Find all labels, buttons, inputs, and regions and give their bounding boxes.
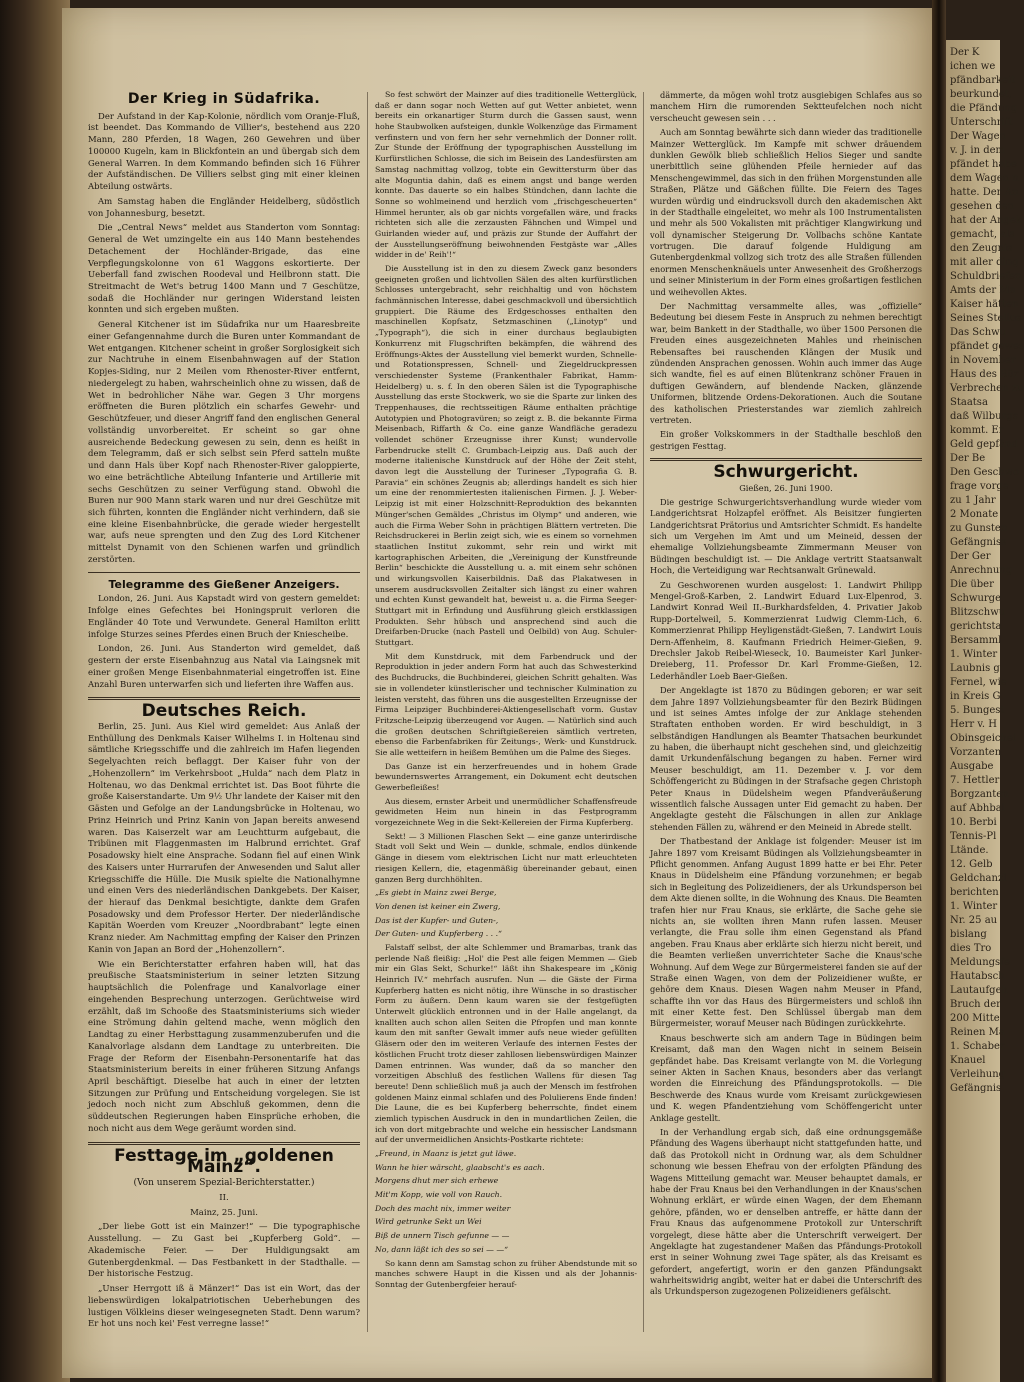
article-war — [88, 112, 360, 567]
divider — [650, 458, 922, 461]
paragraph: So fest schwört der Mainzer auf dies traditionelle Wetterglück, daß er dann sogar noch Wetten auf gut Wetter anbietet, wenn bereits ein orkanartiger Sturm durch die Gassen saust, wenn hohe Staubwolken aufsteigen, dunkle Wolkenzüge das Firmament verfinstern und von fern her sehr vernehmlich der Donner rollt. Zur Stunde der Eröffnung der typographischen Ausstellung im Kurfürstlichen Schlosse, die sich im Beisein des Landesfürsten am Samstag nachmittag vollzog, tobte ein Gewittersturm über das alte Moguntia dahin, daß es einem angst und bange werden konnte. Das dauerte so ein halbes Stündchen, dann lachte die Sonne so wohlmeinend und herzlich vom „frischgescheuerten“ Himmel herunter, als ob gar nichts vorgefallen wäre, und fracks richteten sich alle die zerzausten Fähnchen und Wimpel und Guirlanden wieder auf, und präzis zur Stunde der Auffahrt der der Ausstellungseröffnung beiwohnenden Festgäste war „Alles widder in de' Reih'!“ — [375, 90, 637, 260]
adjacent-page-line: Amts der Ma — [950, 285, 1016, 296]
column-rule — [367, 92, 368, 1332]
adjacent-page-line: in November — [950, 355, 1016, 366]
adjacent-page-line: hatte. Der An — [950, 187, 1019, 198]
paragraph: Die „Central News“ meldet aus Standerton vom Sonntag: General de Wet umzingelte ein aus 140 Mann bestehendes Detachement der Hochländer-Brigade, das eine Verpflegungskolonne von 61 Waggons eskortierte. Der Ueberfall fand zwischen Roodeval und Heilbronn statt. Die Streitmacht de Wet's betrug 1400 Mann und 7 Geschütze, sodaß die Hochländer nur geringen Widerstand leisten konnten und sich ergeben mußten. — [88, 223, 360, 316]
adjacent-page-line: Gefängniss — [950, 537, 1007, 548]
adjacent-page-line: Kaiser hätten — [950, 299, 1019, 310]
adjacent-page-line: pfändbarkeit — [950, 75, 1016, 86]
adjacent-page-line: Das Schwu — [950, 327, 1007, 338]
adjacent-page-line: kommt. Er — [950, 425, 1004, 436]
adjacent-page-line: Ausgabe — [950, 761, 994, 772]
divider — [88, 697, 360, 700]
paragraph: London, 26. Juni. Aus Standerton wird gemeldet, daß gestern der erste Eisenbahnzug aus Natal via Laingsnek mit einer großen Menge Eisenbahnmaterial eingetroffen ist. Eine Anzahl Buren unterwarfen sich und lieferten ihre Waffen aus. — [88, 644, 360, 690]
poem-line: Von denen ist keiner ein Zwerg, — [375, 901, 501, 911]
adjacent-page-line: Haus des Bür — [950, 369, 1019, 380]
adjacent-page-line: Borgzanten — [950, 789, 1009, 800]
adjacent-page-line: Anrechnung — [950, 565, 1013, 576]
adjacent-page-line: bislang — [950, 929, 987, 940]
adjacent-page-line: 10. Berbi — [950, 817, 997, 828]
adjacent-page-line: Lautaufgeh — [950, 985, 1008, 996]
adjacent-page-line: Geld gepfänd — [950, 439, 1018, 450]
adjacent-page-line: Vorzanten — [950, 747, 1002, 758]
adjacent-page-line: Reinen Ma — [950, 1027, 1005, 1038]
adjacent-page-line: Bruch der — [950, 999, 1001, 1010]
adjacent-page-line: zu 1 Jahr — [950, 495, 996, 506]
paragraph: Wie ein Berichterstatter erfahren haben will, hat das preußische Staatsministerium in seiner letzten Sitzung hauptsächlich die Polenfrage und Kanalvorlage einer eingehenden Besprechung unterzogen. Gerüchtweise wird erzählt, daß im Schooße des Staatsministeriums sich wieder eine Strömung dahin geltend mache, wenn möglich den Landtag zu einer Herbsttagung zusammenzuberufen und die Kanalvorlage alsdann dem Landtage zu unterbreiten. Die Frage der Reform der Eisenbahn-Personentarife hat das Staatsministerium bereits in einer früheren Sitzung Anfangs April beschäftigt. Dieselbe hat auch in einer der letzten Sitzungen zur Prüfung und Entscheidung vorgelegen. Sie ist jedoch noch nicht zum Abschluß gekommen, denn die süddeutschen Regierungen haben Einsprüche erhoben, die noch nicht aus dem Wege geräumt worden sind. — [88, 959, 360, 1134]
adjacent-page-line: Tennis-Pl — [950, 831, 997, 842]
adjacent-page-line: Die über — [950, 579, 994, 590]
paragraph: Zu Geschworenen wurden ausgelost: 1. Landwirt Philipp Mengel-Groß-Karben, 2. Landwirt Eduard Lux-Elpenrod, 3. Landwirt Konrad Weil II.-Burkhardsfelden, 4. Privatier Jakob Rupp-Dortelweil, 5. Kommerzienrat Ludwig Clemm-Lich, 6. Kommerzienrat Philipp Heyligenstädt-Gießen, 7. Landwirt Louis Dern-Affenheim, 8. Kaufmann Friedrich Heimer-Gießen, 9. Drechsler Jakob Reibel-Wieseck, 10. Baumeister Karl Junker-Dreieberg, 11. Professor Dr. Karl Fromme-Gießen, 12. Lederhändler Loeb Baer-Gießen. — [650, 579, 922, 681]
adjacent-page-line: Der Ger — [950, 551, 991, 562]
adjacent-page-line: pfändet habe — [950, 159, 1017, 170]
adjacent-page-line: in Kreis G — [950, 691, 1001, 702]
adjacent-page-line: Unterschrift — [950, 117, 1013, 128]
paragraph: Ein großer Volkskommers in der Stadthalle beschloß den gestrigen Festtag. — [650, 429, 922, 451]
poem-line: Der Guten- und Kupferberg . . .“ — [375, 929, 503, 939]
adjacent-page-line: 2 Monate — [950, 509, 999, 520]
court-dateline: Gießen, 26. Juni 1900. — [739, 482, 833, 493]
adjacent-page-line: 1. Winter — [950, 649, 998, 660]
poem-line: „Freund, in Maanz is jetzt gut läwe. — [375, 1149, 517, 1158]
poem-line: Biß de unnern Tisch gefunne — — — [375, 1231, 510, 1241]
adjacent-page-line: Verleihung — [950, 1069, 1006, 1080]
adjacent-page-line: 7. Hettler — [950, 775, 1000, 786]
poem-line: Doch des macht nix, immer weiter — [375, 1203, 511, 1213]
adjacent-page-line: Schuldbriefen — [950, 271, 1022, 282]
paragraph: General Kitchener ist im Südafrika nur um Haaresbreite einer Gefangennahme durch die Buren unter Kommandant de Wet entgangen. Kitchener scheint in großer Sorglosigkeit sich zur Nachtruhe in einem Eisenbahnwagen auf der Station Kopjes-Siding, nur 2 Meilen vom Rhenoster-River entfernt, niedergelegt zu haben, wahrscheinlich ohne zu wissen, daß de Wet in bedrohlicher Nähe war. Gegen 3 Uhr morgens eröffneten die Buren plötzlich ein scharfes Gewehr- und Geschützfeuer, und dieser Angriff fand den englischen General vollständig unvorbereitet. Er scheint so gar ohne ausreichende Bedeckung gewesen zu sein, denn es heißt in dem Telegramm, daß er sich selbst sein Pferd satteln mußte und dann Hals über Kopf nach Rhenoster-River galoppierte, wo eine beträchtliche Abteilung Infanterie und Artillerie mit sechs Geschützen zu seiner Verfügung stand. Obwohl die Buren nur 900 Mann stark waren und nur drei Geschütze mit sich führten, konnten die Engländer nicht verhindern, daß sie eine kleine Eisenbahnbrücke, die gerade wieder hergestellt war, aufs neue sprengten und den Zug des Lord Kitchener mittelst Dynamit von den Schienen warfen und gründlich zerstörten. — [88, 320, 360, 565]
article-reich — [88, 722, 360, 1136]
paragraph: „Der liebe Gott ist ein Mainzer!“ — Die typographische Ausstellung. — Zu Gast bei „Kupferberg Gold“. — Akademische Feier. — Der Huldigungsakt am Gutenbergdenkmal. — Das Festbankett in der Stadthalle. — Der historische Festzug. — [88, 1222, 360, 1280]
adjacent-page-line: hat der Angek — [950, 215, 1022, 226]
poem-postkarte — [375, 1149, 637, 1256]
adjacent-page-line: dies Tro — [950, 943, 992, 954]
adjacent-page-line: 5. Bungest — [950, 705, 1005, 716]
adjacent-page-line: pfändet gewes — [950, 341, 1024, 352]
adjacent-page-line: Staatsa — [950, 397, 988, 408]
divider — [88, 1142, 360, 1145]
adjacent-page-line: den Zeugnis — [950, 243, 1013, 254]
adjacent-page-line: Knauel — [950, 1055, 986, 1066]
adjacent-page-line: die Pfändung — [950, 103, 1018, 114]
heading-festtage: Festtage im „goldenen Mainz“. — [114, 1145, 334, 1178]
paragraph: Der Thatbestand der Anklage ist folgender: Meuser ist im Jahre 1897 vom Kreisamt Büdingen als Vollziehungsbeamter in Pflicht genommen. Anfang August 1899 hatte er bei Ehr. Peter Knaus in Düdelsheim eine Pfändung vorzunehmen; er begab sich in Begleitung des Polizeidieners, der als Urkundsperson bei dem Akte dienen sollte, in die Wohnung des Knaus. Die Beamten trafen hier nur Frau Knaus, sie erklärte, die Sache gehe sie nichts an, sie wollten ihren Mann rufen lassen. Meuser verlangte, die Frau solle ihm einen Gegenstand als Pfand angeben. Frau Knaus aber erklärte sich hierzu nicht bereit, und die Beamten verließen unverrichteter Sache die Knaus'sche Wohnung. Auf dem Wege zur Bürgermeisterei fanden sie auf der Straße einen Wagen, von dem der Polizeidiener wußte, er gehöre dem Knaus. Diesen Wagen nahm Meuser in Pfand, schaffte ihn vor das Haus des Bürgermeisters und schloß ihn mit einer Kette fest. Den Schlüssel übergab man dem Bürgermeister, worauf Meuser nach Büdingen zurückkehrte. — [650, 836, 922, 1029]
poem-line: No, dann läßt ich des so sei — —“ — [375, 1244, 509, 1254]
adjacent-page-line: ichen we — [950, 61, 996, 72]
adjacent-page-text — [946, 40, 1024, 1096]
adjacent-page-line: gesehen den — [950, 201, 1015, 212]
article-festtage-end — [650, 90, 922, 452]
adjacent-page-line: berichten — [950, 887, 999, 898]
article-festtage-cont-3 — [375, 1259, 637, 1291]
adjacent-page-line: Der Be — [950, 453, 986, 464]
adjacent-page-line: Obinsgeichei — [950, 733, 1017, 744]
paragraph: So kann denn am Samstag schon zu früher Abendstunde mit so manches schwere Haupt in die Kissen und als der Johannis-Sonntag der Gutenbergfeier herauf- — [375, 1258, 637, 1289]
column-2 — [375, 90, 637, 1294]
adjacent-page-line: Nr. 25 au — [950, 915, 998, 926]
adjacent-page-line: Ltände. — [950, 845, 989, 856]
article-telegrams — [88, 594, 360, 691]
heading-telegrams: Telegramme des Gießener Anzeigers. — [108, 577, 340, 591]
adjacent-page-line: beurkundet, — [950, 89, 1012, 100]
paragraph: Aus diesem, ernster Arbeit und unermüdlicher Schaffensfreude gewidmeten Heim nun hinein in das Festprogramm vorgezeichnete Weg in die Sekt-Kellereien der Firma Kupferberg. — [375, 796, 637, 828]
book-spine — [932, 0, 946, 1382]
adjacent-page-line: Seines Stellus — [950, 313, 1022, 324]
article-court — [650, 497, 922, 1298]
correspondent-note: (Von unserem Spezial-Berichterstatter.) — [133, 1178, 315, 1189]
poem-line: Mit'm Kopp, wie voll von Rauch. — [375, 1190, 503, 1200]
article-festtage-cont — [375, 90, 637, 885]
adjacent-page-line: daß Wilburgs — [950, 411, 1018, 422]
adjacent-page-line: Laubnis g — [950, 663, 1000, 674]
paragraph: Der Nachmittag versammelte alles, was „offizielle“ Bedeutung bei diesem Feste in Anspruch zu nehmen berechtigt war, beim Bankett in der Stadthalle, wo über 1500 Personen die Freuden eines ausgezeichneten Mahles und rheinischen Rebensaftes bei rauschenden Klängen der Musik und zündenden Ansprachen genossen. Wohin auch immer das Auge sich wandte, fiel es auf einen Blütenkranz schöner Frauen in duftigen Gewändern, auf blendende Nacken, glänzende Uniformen, blitzende Ordens-Dekorationen. Auch die Soutane des katholischen Priesterstandes war ziemlich zahlreich vertreten. — [650, 301, 922, 425]
paragraph: In der Verhandlung ergab sich, daß eine ordnungsgemäße Pfändung des Wagens überhaupt nicht stattgefunden hatte, und daß das Protokoll nicht in Ordnung war, als dem Schuldner schonung wie bessen Ehefrau von der erfolgten Pfändung des Wagens Mitteilung gemacht war. Meuser behauptet damals, er habe der Frau Knaus bei den Verhandlungen in der Knaus'schen Wohnung erklärt, er würde einen Wagen, der dem Ehemann gehöre, pfänden, wo er denselben antreffe, er hätte dann der Frau Knaus das aufgenommene Protokoll zur Unterschrift vorgelegt, diese hätte aber die Unterschrift verweigert. Der Angeklagte hat zugestandener Maßen das Pfändungs-Protokoll erst in seiner Wohnung zwei Tage später, als das Kreisamt es gefordert, angefertigt, worin er den ganzen Pfändungsakt wahrheitswidrig angibt, weiter hat er dabei die Unterschrift des als Urkundsperson zugezogenen Polizeidieners gefälscht. — [650, 1126, 922, 1297]
adjacent-page-line: Hautabsch — [950, 971, 1005, 982]
adjacent-page-line: gerichtsta — [950, 621, 1002, 632]
adjacent-page-line: 12. Gelb — [950, 859, 993, 870]
adjacent-page-line: Den Geschwo — [950, 467, 1020, 478]
adjacent-page-line: Verbrechen zu — [950, 383, 1024, 394]
adjacent-page-line: Schwurge — [950, 593, 1001, 604]
article-festtage-cont-2 — [375, 943, 637, 1146]
paragraph: Am Samstag haben die Engländer Heidelberg, südöstlich von Johannesburg, besetzt. — [88, 196, 360, 219]
paragraph: Der Angeklagte ist 1870 zu Büdingen geboren; er war seit dem Jahre 1897 Vollziehungsbeamter für den Bezirk Büdingen und ist seines Amtes infolge der zur Anklage stehenden Straftaten enthoben worden. Er wird beschuldigt, in 3 selbständigen Handlungen als Beamter Thatsachen beurkundet zu haben, die überhaupt nicht geschehen sind, und gleichzeitig damit Urkundenfälschung begangen zu haben. Ferner wird Meuser beschuldigt, am 11. Dezember v. J. vor dem Schöffengericht zu Büdingen in der Strafsache gegen Christoph Peter Knaus in Düdelsheim wegen Pfandveräußerung wissentlich falsche Aussagen unter Eid gemacht zu haben. Der Angeklagte gesteht die Fälschungen in allen zur Anklage stehenden Fällen zu, während er den Meineid in Abrede stellt. — [650, 685, 922, 832]
paragraph: Das Ganze ist ein herzerfreuendes und in hohem Grade bewundernswertes Arrangement, ein Dokument echt deutschen Gewerbefleißes! — [375, 761, 637, 792]
paragraph: Die Ausstellung ist in den zu diesem Zweck ganz besonders geeigneten großen und lichtvollen Sälen des alten kurfürstlichen Schlosses untergebracht, sehr reichhaltig und von höchstem fachmännischen Interesse, dabei geschmackvoll und übersichtlich gruppiert. Die Räume des Erdgeschosses enthalten den maschinellen Kopfsatz, Setzmaschinen („Linotyp“ und „Typograph“), die sich in einer durchaus beglaubigten Konkurrenz mit Flugschriften bekämpfen, die während des Eröffnungs-Aktes der Ausstellung viel bemerkt wurden, Schnelle- und Rotationspressen, Schnell- und Ziegeldruckpressen verschiedenster Systeme (Frankenthaler Fabrikat, Hamm-Heidelberg) u. s. f. In den oberen Sälen ist die Typographische Ausstellung das erste Stockwerk, wo sie die Sparte zur linken des Treppenhauses, die rechtsseitigen Räume enthalten prächtige Autotypien und Photogravüren; so zeigt z. B. die bekannte Firma Meisenbach, Riffarth & Co. eine ganze Wandfläche geradezu vollendet schöner Erzeugnisse ihrer Kunst; wundervolle Farbendrucke stellt C. Grumbach-Leipzig aus. Daß auch der moderne italienische Kunstdruck auf der Höhe der Zeit steht, davon legt die Ausstellung der Turineser „Typografia G. B. Paravia“ ein schönes Zeugnis ab; allerdings handelt es sich hier um eine der renommiertesten italienischen Firmen. J. J. Weber-Leipzig ist mit einer Holzschnitt-Reproduktion des bekannten Münger'schen Gemäldes „Christus im Olymp“ und anderen, wie auch die Firma Weber Sohn in prächtigen Blättern vertreten. Die Reichsdruckerei in Berlin zeigt sich, wie es einem so vornehmen staatlichen Institut zukommt, sehr rein und wirkt mit kartographischen Arbeiten, die „Vereinigung der Kunstfreunde Berlin“ beschickte die Ausstellung u. a. mit einem sehr schönen und wirkungsvollen Kaiserbildnis. Daß das Plakatwesen in unserem ausdrucksvollen Zeitalter sich längst zu einer wahren und echten Kunst gewandelt hat, beweist u. a. die Firma Seeger-Stuttgart mit in Erfindung und Ausführung gleich erstklassigen Produkten. Sehr hübsch und ansprechend sind auch die Dreifarben-Drucke (nach Pastell und Oelbild) von Aug. Schuler-Stuttgart. — [375, 264, 637, 648]
divider — [88, 572, 360, 573]
poem-line: „Es giebt in Mainz zwei Berge, — [375, 888, 497, 898]
paragraph: Der Aufstand in der Kap-Kolonie, nördlich vom Oranje-Fluß, ist beendet. Das Kommando de Villier's, bestehend aus 220 Mann, 280 Pferden, 18 Wagen, 260 Gewehren und über 100000 Kugeln, kam in Blickfontein an und übergab sich dem General Warren. In dem Kommando befinden sich 16 Führer der Aufständischen. De Villiers selbst ging mit einer kleinen Abteilung ostwärts. — [88, 111, 360, 193]
adjacent-page-line: Herr v. H — [950, 719, 997, 730]
book-edge-left — [0, 0, 70, 1382]
paragraph: Berlin, 25. Juni. Aus Kiel wird gemeldet: Aus Anlaß der Enthüllung des Denkmals Kaiser Wilhelms I. in Holtenau sind sämtliche Kriegsschiffe und die zahlreich im Hafen liegenden Segelyachten reich beflaggt. Der Kaiser fuhr von der „Hohenzollern“ im Verkehrsboot „Hulda“ nach dem Platz in Holtenau, wo das Denkmal errichtet ist. Das Boot führte die große Kaiserstandarte. Um 9½ Uhr landete der Kaiser mit den Gästen und Gefolge an der Landungsbrücke in Holtenau, wo Prinz Heinrich und Prinz Kanin von Japan bereits anwesend waren. Das Kaiserzelt war am Leuchtturm aufgebaut, die Tribünen mit Flaggenmasten im Halbrund errichtet. Graf Posadowsky hielt eine Ansprache. Sodann fiel auf einen Wink des Kaisers unter Hurrarufen der Anwesenden und Salut aller Kriegsschiffe die Hülle. Die Musik spielte die Nationalhymne und einen Vers des niederländischen Dankgebets. Der Kaiser, der hierauf das Denkmal besichtigte, dankte dem Grafen Posadowsky und dem Professor Herter. Der niederländische Kapitän Woerden vom Kreuzer „Noordbrabant“ legte einen Kranz nieder. Am Nachmittag empfing der Kaiser den Prinzen Kanin von Japan an Bord der „Hohenzollern“. — [88, 721, 360, 955]
paragraph: „Unser Herrgott iß ä Mänzer!“ Das ist ein Wort, das der liebenswürdigen lokalpatriotischen Ueberhebungen des lustigen Völkleins dieser weingesegneten Stadt. Denn warum? Er hot uns noch kei' Fest verregne lasse!“ — [88, 1284, 360, 1330]
adjacent-page-line: gemacht, als — [950, 229, 1015, 240]
adjacent-page-line: Fernel, wie — [950, 677, 1007, 688]
poem-line: Wann he hier wärscht, glaabscht's es aach. — [375, 1162, 545, 1172]
adjacent-page — [946, 40, 1024, 1382]
adjacent-page-line: mit aller ding — [950, 257, 1019, 268]
adjacent-page-line: Gefängnis — [950, 1083, 1002, 1094]
adjacent-page-line: auf Abhbal — [950, 803, 1005, 814]
paragraph: Die gestrige Schwurgerichtsverhandlung wurde wieder vom Landgerichtsrat Holzapfel eröffnet. Als Beisitzer fungierten Landgerichtsrat Prätorius und Amtsrichter Schmidt. Es handelte sich um Vergehen im Amt und um Meineid, dessen der ehemalige Vollziehungsbeamte Zimmermann Meuser von Büdingen beschuldigt ist. — Die Anklage vertritt Staatsanwalt Hoch, die Verteidigung war Rechtsanwalt Grünewald. — [650, 496, 922, 576]
adjacent-page-line: Der K — [950, 47, 980, 58]
adjacent-page-line: Bersamml — [950, 635, 1002, 646]
adjacent-page-line: zu Gunsten — [950, 523, 1008, 534]
heading-schwurgericht: Schwurgericht. — [713, 462, 859, 483]
adjacent-page-line: v. J. in dem — [950, 145, 1006, 156]
paragraph: Knaus beschwerte sich am andern Tage in Büdingen beim Kreisamt, daß man den Wagen nicht in seinem Beisein gepfändet habe. Das Kreisamt verlangte von M. die Vorlegung seiner Akten in Sachen Knaus, besonders aber das verlangt worden die Einreichung des Pfändungsprotokolls. — Die Beschwerde des Knaus wurde vom Kreisamt zurückgewiesen und K. wegen Pfandentziehung vom Schöffengericht unter Anklage gestellt. — [650, 1032, 922, 1123]
adjacent-page-line: 1. Winter — [950, 901, 998, 912]
article-festtage — [88, 1222, 360, 1331]
part-number: II. — [219, 1192, 229, 1203]
paragraph: Auch am Sonntag bewährte sich dann wieder das traditionelle Mainzer Wetterglück. Im Kampfe mit schwer dräuendem dunklen Gewölk blieb schließlich Helios Sieger und sandte unerbittlich seine glühenden Pfeile hernieder auf das Menschengewimmel, das sich in den frühen Morgenstunden alle Straßen, Plätze und Gäßchen füllte. Die Feiern des Tages wurden würdig und eindrucksvoll durch den akademischen Akt in der Stadthalle eingeleitet, wo mehr als 100 Instrumentalisten und mehr als 500 Vokalisten mit prächtiger Klangwirkung und voll dynamischer Steigerung Dr. Vollbachs schöne Kantate vortrugen. Die darauf folgende Huldigung am Gutenbergdenkmal vollzog sich trotz des alle Straßen füllenden enormen Menschenknäuels unter Anwesenheit des Großherzogs und seiner Ministerium in der Form eines großartigen festlichen und weihevollen Aktes. — [650, 127, 922, 297]
dateline: Mainz, 25. Juni. — [190, 1207, 258, 1218]
adjacent-page-line: Der Wagen — [950, 131, 1007, 142]
poem-line: Wird getrunke Sekt un Wei — [375, 1217, 482, 1227]
column-rule — [643, 92, 644, 1332]
adjacent-page-line: Geldchanzl — [950, 873, 1007, 884]
poem-line: Morgens dhut mer sich erhewe — [375, 1176, 499, 1186]
paragraph: dämmerte, da mögen wohl trotz ausgiebigen Schlafes aus so manchem Hirn die rumorenden Sektteufelchen noch nicht verscheucht gewesen sein . . . — [650, 90, 922, 123]
adjacent-page-line: dem Wagen n — [950, 173, 1019, 184]
adjacent-page-line: Meldungsfe — [950, 957, 1010, 968]
paragraph: Falstaff selbst, der alte Schlemmer und Bramarbas, trank das perlende Naß fleißig: „Hol' die Pest alle feigen Memmen — Gieb mir ein Glas Sekt, Schurke!“ läßt ihn Shakespeare im „König Heinrich IV.“ mehrfach ausrufen. Nun — die Gäste der Firma Kupferberg hatten es nicht nötig, ihre Wünsche in so drastischer Form zu äußern. Denn kaum waren sie der festgefügten Unterwelt glücklich entronnen und in der Halle angelangt, da knallten auch schon allen Seiten die Pfropfen und man konnte kaum den mit sanfter Gewalt immer aufs neue wieder gefüllten Gläsern oder den im weiteren Verlaufe des internen Festes der köstlichen Frucht trotz dieser zahllosen liebenswürdigen Mainzer Damen entrinnen. Was wunder, daß da so mancher den vorzeitigen Abschluß des festlichen Wallens für diesen Tag bereute! Denn schließlich muß ja auch der Mensch im festfrohen goldenen Mainz einmal schlafen und des Polulierens Ende finden! Die Laune, die es bei Kupferberg beherrschte, findet einem ziemlich typischen Ausdruck in den in mundartlichen Zeilen, die ich von dort mitgebrachte und welche ein hessischer Landsmann auf der unvermeidlichen Ansichts-Postkarte richtete: — [375, 942, 637, 1145]
column-1 — [88, 90, 360, 1334]
heading-war-south-africa: Der Krieg in Südafrika. — [127, 91, 321, 107]
heading-deutsches-reich: Deutsches Reich. — [141, 701, 307, 722]
adjacent-page-line: Blitzschwu — [950, 607, 1006, 618]
adjacent-page-line: 1. Schaber — [950, 1041, 1005, 1052]
adjacent-page-line: 200 Mitte — [950, 1013, 1000, 1024]
paragraph: Sekt! — 3 Millionen Flaschen Sekt — eine ganze unterirdische Stadt voll Sekt und Wein — dunkle, schmale, endlos dünkende Gänge in diesem vom elektrischen Licht nur matt erleuchteten riesigen Kellern, die, etagenmäßig übereinander gebaut, einen ganzen Berg durchhöhlten. — [375, 831, 637, 884]
poem-berge — [375, 888, 637, 940]
adjacent-page-line: frage vorge — [950, 481, 1009, 492]
paragraph: London, 26. Juni. Aus Kapstadt wird von gestern gemeldet: Infolge eines Gefechtes bei Honingspruit verloren die Engländer 40 Tote und Verwundete. General Hamilton erlitt infolge Sturzes seines Pferdes einen Bruch der Kniescheibe. — [88, 594, 360, 640]
poem-line: Das ist der Kupfer- und Guten-, — [375, 915, 499, 925]
column-3 — [650, 90, 922, 1301]
paragraph: Mit dem Kunstdruck, mit dem Farbendruck und der Reproduktion in jeder andern Form hat auch das Schwesterkind des Buchdrucks, die Buchbinderei, gleichen Schritt gehalten. Was sie in vollendeter künstlerischer und technischer Kulmination zu leisten versteht, das führen uns die ausgestellten Erzeugnisse der Firma Leipziger Buchbinderei-Aktiengesellschaft vorm. Gustav Fritzsche-Leipzig überzeugend vor Augen. — Natürlich sind auch die großen deutschen Schriftgießereien sämtlich vertreten, ebenso die Farbenfabriken für Zeitungs-, Werk- und Kunstdruck. Sie alle wetteifern in heißem Bemühen um die Palme des Sieges. — [375, 651, 637, 757]
